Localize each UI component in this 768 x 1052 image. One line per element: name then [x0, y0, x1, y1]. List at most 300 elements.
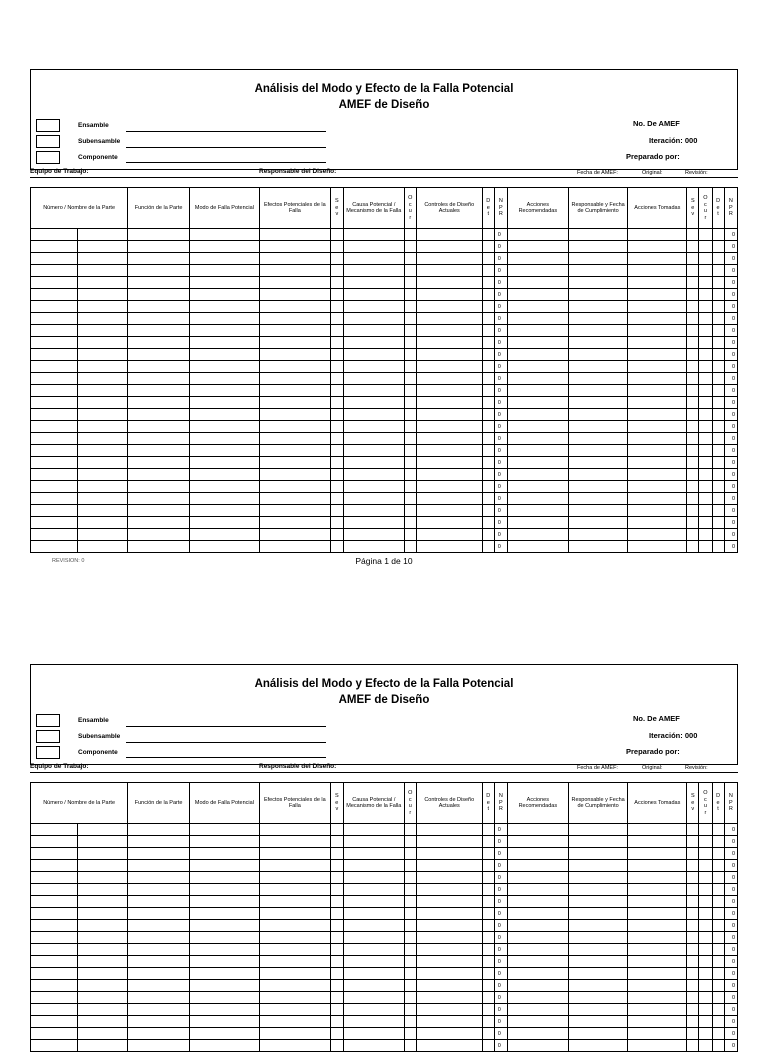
table-cell[interactable]: [77, 824, 128, 836]
table-cell[interactable]: [687, 277, 699, 289]
table-cell[interactable]: [128, 325, 190, 337]
table-cell[interactable]: [31, 265, 78, 277]
npr-result-cell[interactable]: 0: [724, 433, 737, 445]
table-cell[interactable]: [404, 265, 416, 277]
npr-result-cell[interactable]: 0: [724, 1028, 737, 1040]
table-cell[interactable]: [190, 980, 260, 992]
table-cell[interactable]: [568, 920, 628, 932]
table-cell[interactable]: [416, 301, 482, 313]
table-cell[interactable]: [259, 337, 330, 349]
table-cell[interactable]: [77, 836, 128, 848]
table-cell[interactable]: [568, 301, 628, 313]
table-cell[interactable]: [343, 956, 404, 968]
table-cell[interactable]: [330, 385, 343, 397]
table-cell[interactable]: [128, 541, 190, 553]
table-cell[interactable]: [416, 992, 482, 1004]
table-cell[interactable]: [507, 884, 568, 896]
table-cell[interactable]: [77, 229, 128, 241]
table-cell[interactable]: [404, 253, 416, 265]
table-cell[interactable]: [687, 421, 699, 433]
table-cell[interactable]: [628, 241, 687, 253]
table-cell[interactable]: [628, 445, 687, 457]
table-cell[interactable]: [482, 277, 494, 289]
table-cell[interactable]: [416, 397, 482, 409]
table-cell[interactable]: [404, 325, 416, 337]
npr-cell[interactable]: 0: [494, 980, 507, 992]
npr-result-cell[interactable]: 0: [724, 824, 737, 836]
table-cell[interactable]: [343, 920, 404, 932]
table-cell[interactable]: [507, 1028, 568, 1040]
table-cell[interactable]: [687, 1040, 699, 1052]
table-cell[interactable]: [687, 289, 699, 301]
table-cell[interactable]: [77, 493, 128, 505]
table-cell[interactable]: [190, 313, 260, 325]
table-cell[interactable]: [404, 1016, 416, 1028]
table-cell[interactable]: [712, 517, 724, 529]
table-cell[interactable]: [712, 956, 724, 968]
table-cell[interactable]: [482, 433, 494, 445]
table-cell[interactable]: [687, 445, 699, 457]
npr-result-cell[interactable]: 0: [724, 836, 737, 848]
table-cell[interactable]: [77, 433, 128, 445]
npr-cell[interactable]: 0: [494, 505, 507, 517]
table-cell[interactable]: [404, 956, 416, 968]
table-cell[interactable]: [416, 884, 482, 896]
table-cell[interactable]: [190, 529, 260, 541]
table-cell[interactable]: [507, 517, 568, 529]
table-cell[interactable]: [404, 541, 416, 553]
table-cell[interactable]: [628, 872, 687, 884]
table-cell[interactable]: [482, 836, 494, 848]
table-cell[interactable]: [259, 457, 330, 469]
table-cell[interactable]: [330, 505, 343, 517]
table-cell[interactable]: [712, 505, 724, 517]
table-cell[interactable]: [712, 277, 724, 289]
table-cell[interactable]: [699, 409, 712, 421]
npr-result-cell[interactable]: 0: [724, 956, 737, 968]
npr-cell[interactable]: 0: [494, 241, 507, 253]
table-cell[interactable]: [507, 385, 568, 397]
table-cell[interactable]: [404, 481, 416, 493]
table-cell[interactable]: [404, 920, 416, 932]
table-cell[interactable]: [128, 421, 190, 433]
table-cell[interactable]: [699, 445, 712, 457]
table-cell[interactable]: [128, 860, 190, 872]
table-cell[interactable]: [330, 517, 343, 529]
table-cell[interactable]: [712, 241, 724, 253]
table-cell[interactable]: [77, 301, 128, 313]
npr-cell[interactable]: 0: [494, 992, 507, 1004]
table-cell[interactable]: [259, 481, 330, 493]
table-cell[interactable]: [404, 1004, 416, 1016]
table-cell[interactable]: [507, 253, 568, 265]
table-cell[interactable]: [628, 325, 687, 337]
table-cell[interactable]: [628, 884, 687, 896]
table-cell[interactable]: [687, 385, 699, 397]
table-cell[interactable]: [482, 1040, 494, 1052]
table-cell[interactable]: [259, 373, 330, 385]
table-cell[interactable]: [31, 469, 78, 481]
table-cell[interactable]: [507, 541, 568, 553]
table-cell[interactable]: [190, 385, 260, 397]
table-cell[interactable]: [259, 505, 330, 517]
table-cell[interactable]: [404, 992, 416, 1004]
table-cell[interactable]: [416, 896, 482, 908]
table-cell[interactable]: [687, 241, 699, 253]
table-cell[interactable]: [343, 896, 404, 908]
table-cell[interactable]: [712, 469, 724, 481]
table-cell[interactable]: [343, 860, 404, 872]
table-cell[interactable]: [507, 289, 568, 301]
table-cell[interactable]: [31, 253, 78, 265]
table-cell[interactable]: [259, 421, 330, 433]
table-cell[interactable]: [568, 992, 628, 1004]
npr-result-cell[interactable]: 0: [724, 421, 737, 433]
table-cell[interactable]: [31, 301, 78, 313]
table-cell[interactable]: [687, 1016, 699, 1028]
table-cell[interactable]: [343, 872, 404, 884]
table-cell[interactable]: [330, 824, 343, 836]
table-cell[interactable]: [568, 241, 628, 253]
table-cell[interactable]: [330, 469, 343, 481]
table-cell[interactable]: [507, 433, 568, 445]
table-cell[interactable]: [190, 920, 260, 932]
table-cell[interactable]: [190, 956, 260, 968]
table-cell[interactable]: [687, 229, 699, 241]
npr-cell[interactable]: 0: [494, 373, 507, 385]
table-cell[interactable]: [507, 397, 568, 409]
table-cell[interactable]: [699, 968, 712, 980]
table-cell[interactable]: [77, 517, 128, 529]
table-cell[interactable]: [31, 980, 78, 992]
table-cell[interactable]: [628, 1040, 687, 1052]
table-cell[interactable]: [416, 253, 482, 265]
table-cell[interactable]: [404, 896, 416, 908]
table-cell[interactable]: [77, 325, 128, 337]
table-cell[interactable]: [416, 409, 482, 421]
table-cell[interactable]: [416, 313, 482, 325]
table-cell[interactable]: [482, 349, 494, 361]
table-cell[interactable]: [712, 289, 724, 301]
table-cell[interactable]: [687, 529, 699, 541]
table-cell[interactable]: [687, 956, 699, 968]
table-cell[interactable]: [31, 361, 78, 373]
table-cell[interactable]: [259, 325, 330, 337]
npr-result-cell[interactable]: 0: [724, 505, 737, 517]
table-cell[interactable]: [128, 956, 190, 968]
table-cell[interactable]: [628, 229, 687, 241]
table-cell[interactable]: [404, 229, 416, 241]
table-cell[interactable]: [259, 884, 330, 896]
table-cell[interactable]: [416, 1016, 482, 1028]
table-cell[interactable]: [31, 313, 78, 325]
table-cell[interactable]: [343, 884, 404, 896]
table-cell[interactable]: [31, 397, 78, 409]
table-cell[interactable]: [190, 1004, 260, 1016]
table-cell[interactable]: [699, 433, 712, 445]
table-cell[interactable]: [628, 980, 687, 992]
table-cell[interactable]: [416, 824, 482, 836]
table-cell[interactable]: [343, 253, 404, 265]
table-cell[interactable]: [343, 848, 404, 860]
table-cell[interactable]: [77, 397, 128, 409]
table-cell[interactable]: [687, 457, 699, 469]
table-cell[interactable]: [628, 289, 687, 301]
table-cell[interactable]: [416, 421, 482, 433]
table-cell[interactable]: [628, 301, 687, 313]
table-cell[interactable]: [507, 872, 568, 884]
table-cell[interactable]: [628, 824, 687, 836]
table-cell[interactable]: [31, 457, 78, 469]
npr-result-cell[interactable]: 0: [724, 361, 737, 373]
table-cell[interactable]: [31, 337, 78, 349]
npr-cell[interactable]: 0: [494, 824, 507, 836]
npr-cell[interactable]: 0: [494, 253, 507, 265]
table-cell[interactable]: [77, 932, 128, 944]
table-cell[interactable]: [343, 824, 404, 836]
table-cell[interactable]: [31, 277, 78, 289]
table-cell[interactable]: [482, 253, 494, 265]
table-cell[interactable]: [330, 301, 343, 313]
table-cell[interactable]: [699, 920, 712, 932]
table-cell[interactable]: [507, 229, 568, 241]
table-cell[interactable]: [259, 956, 330, 968]
table-cell[interactable]: [712, 229, 724, 241]
table-cell[interactable]: [687, 253, 699, 265]
table-cell[interactable]: [568, 956, 628, 968]
table-cell[interactable]: [628, 373, 687, 385]
table-cell[interactable]: [507, 968, 568, 980]
table-cell[interactable]: [190, 253, 260, 265]
npr-cell[interactable]: 0: [494, 337, 507, 349]
table-cell[interactable]: [416, 325, 482, 337]
table-cell[interactable]: [687, 541, 699, 553]
table-cell[interactable]: [77, 469, 128, 481]
table-cell[interactable]: [507, 409, 568, 421]
table-cell[interactable]: [128, 349, 190, 361]
npr-result-cell[interactable]: 0: [724, 1040, 737, 1052]
npr-result-cell[interactable]: 0: [724, 493, 737, 505]
table-cell[interactable]: [404, 433, 416, 445]
table-cell[interactable]: [77, 445, 128, 457]
table-cell[interactable]: [687, 481, 699, 493]
table-cell[interactable]: [568, 529, 628, 541]
table-cell[interactable]: [190, 848, 260, 860]
table-cell[interactable]: [568, 1028, 628, 1040]
table-cell[interactable]: [507, 493, 568, 505]
table-cell[interactable]: [128, 445, 190, 457]
table-cell[interactable]: [31, 241, 78, 253]
table-cell[interactable]: [404, 385, 416, 397]
table-cell[interactable]: [343, 385, 404, 397]
npr-result-cell[interactable]: 0: [724, 253, 737, 265]
table-cell[interactable]: [482, 361, 494, 373]
table-cell[interactable]: [628, 1004, 687, 1016]
table-cell[interactable]: [259, 349, 330, 361]
table-cell[interactable]: [190, 872, 260, 884]
table-cell[interactable]: [416, 908, 482, 920]
npr-result-cell[interactable]: 0: [724, 968, 737, 980]
npr-result-cell[interactable]: 0: [724, 884, 737, 896]
npr-result-cell[interactable]: 0: [724, 229, 737, 241]
table-cell[interactable]: [330, 1016, 343, 1028]
table-cell[interactable]: [416, 968, 482, 980]
table-cell[interactable]: [712, 337, 724, 349]
table-cell[interactable]: [416, 872, 482, 884]
table-cell[interactable]: [259, 824, 330, 836]
table-cell[interactable]: [259, 992, 330, 1004]
table-cell[interactable]: [259, 980, 330, 992]
table-cell[interactable]: [699, 1016, 712, 1028]
table-cell[interactable]: [482, 337, 494, 349]
table-cell[interactable]: [31, 860, 78, 872]
table-cell[interactable]: [190, 421, 260, 433]
table-cell[interactable]: [482, 944, 494, 956]
table-cell[interactable]: [628, 409, 687, 421]
table-cell[interactable]: [507, 361, 568, 373]
table-cell[interactable]: [77, 541, 128, 553]
npr-cell[interactable]: 0: [494, 481, 507, 493]
table-cell[interactable]: [482, 920, 494, 932]
table-cell[interactable]: [259, 361, 330, 373]
table-cell[interactable]: [404, 457, 416, 469]
table-cell[interactable]: [507, 1040, 568, 1052]
table-cell[interactable]: [507, 1016, 568, 1028]
table-cell[interactable]: [568, 896, 628, 908]
table-cell[interactable]: [190, 277, 260, 289]
table-cell[interactable]: [699, 493, 712, 505]
table-cell[interactable]: [712, 932, 724, 944]
table-cell[interactable]: [507, 349, 568, 361]
table-cell[interactable]: [416, 493, 482, 505]
table-cell[interactable]: [259, 1040, 330, 1052]
table-cell[interactable]: [628, 505, 687, 517]
table-cell[interactable]: [568, 1016, 628, 1028]
table-cell[interactable]: [343, 313, 404, 325]
table-cell[interactable]: [699, 241, 712, 253]
table-cell[interactable]: [687, 301, 699, 313]
npr-cell[interactable]: 0: [494, 529, 507, 541]
table-cell[interactable]: [628, 541, 687, 553]
table-cell[interactable]: [77, 968, 128, 980]
table-cell[interactable]: [416, 385, 482, 397]
table-cell[interactable]: [77, 848, 128, 860]
npr-result-cell[interactable]: 0: [724, 409, 737, 421]
table-cell[interactable]: [507, 992, 568, 1004]
table-cell[interactable]: [712, 373, 724, 385]
npr-cell[interactable]: 0: [494, 289, 507, 301]
subensamble-checkbox[interactable]: [36, 730, 60, 743]
table-cell[interactable]: [330, 992, 343, 1004]
table-cell[interactable]: [259, 860, 330, 872]
table-cell[interactable]: [699, 385, 712, 397]
table-cell[interactable]: [31, 409, 78, 421]
table-cell[interactable]: [404, 884, 416, 896]
table-cell[interactable]: [404, 1040, 416, 1052]
table-cell[interactable]: [343, 337, 404, 349]
table-cell[interactable]: [128, 1016, 190, 1028]
table-cell[interactable]: [330, 457, 343, 469]
table-cell[interactable]: [699, 421, 712, 433]
table-cell[interactable]: [77, 872, 128, 884]
table-cell[interactable]: [330, 289, 343, 301]
npr-result-cell[interactable]: 0: [724, 469, 737, 481]
table-cell[interactable]: [330, 1028, 343, 1040]
table-cell[interactable]: [190, 1016, 260, 1028]
npr-cell[interactable]: 0: [494, 277, 507, 289]
table-cell[interactable]: [330, 433, 343, 445]
table-cell[interactable]: [568, 836, 628, 848]
table-cell[interactable]: [190, 481, 260, 493]
table-cell[interactable]: [77, 481, 128, 493]
table-cell[interactable]: [507, 337, 568, 349]
table-cell[interactable]: [330, 373, 343, 385]
table-cell[interactable]: [343, 409, 404, 421]
table-cell[interactable]: [628, 313, 687, 325]
npr-cell[interactable]: 0: [494, 920, 507, 932]
table-cell[interactable]: [416, 529, 482, 541]
table-cell[interactable]: [628, 836, 687, 848]
table-cell[interactable]: [77, 409, 128, 421]
table-cell[interactable]: [343, 541, 404, 553]
table-cell[interactable]: [628, 361, 687, 373]
table-cell[interactable]: [31, 908, 78, 920]
table-cell[interactable]: [77, 373, 128, 385]
table-cell[interactable]: [404, 289, 416, 301]
table-cell[interactable]: [31, 325, 78, 337]
table-cell[interactable]: [330, 872, 343, 884]
table-cell[interactable]: [128, 433, 190, 445]
table-cell[interactable]: [31, 992, 78, 1004]
table-cell[interactable]: [31, 481, 78, 493]
npr-cell[interactable]: 0: [494, 361, 507, 373]
table-cell[interactable]: [128, 229, 190, 241]
table-cell[interactable]: [31, 872, 78, 884]
table-cell[interactable]: [628, 992, 687, 1004]
table-cell[interactable]: [699, 884, 712, 896]
table-cell[interactable]: [259, 469, 330, 481]
table-cell[interactable]: [404, 337, 416, 349]
table-cell[interactable]: [699, 289, 712, 301]
table-cell[interactable]: [330, 860, 343, 872]
table-cell[interactable]: [507, 848, 568, 860]
table-cell[interactable]: [712, 884, 724, 896]
table-cell[interactable]: [482, 824, 494, 836]
table-cell[interactable]: [404, 836, 416, 848]
table-cell[interactable]: [128, 1040, 190, 1052]
table-cell[interactable]: [699, 1028, 712, 1040]
table-cell[interactable]: [259, 517, 330, 529]
table-cell[interactable]: [31, 493, 78, 505]
table-cell[interactable]: [507, 457, 568, 469]
npr-result-cell[interactable]: 0: [724, 289, 737, 301]
npr-result-cell[interactable]: 0: [724, 541, 737, 553]
table-cell[interactable]: [568, 932, 628, 944]
table-cell[interactable]: [687, 1004, 699, 1016]
table-cell[interactable]: [259, 1028, 330, 1040]
npr-result-cell[interactable]: 0: [724, 349, 737, 361]
table-cell[interactable]: [31, 932, 78, 944]
table-cell[interactable]: [404, 421, 416, 433]
table-cell[interactable]: [404, 980, 416, 992]
npr-result-cell[interactable]: 0: [724, 872, 737, 884]
table-cell[interactable]: [628, 337, 687, 349]
table-cell[interactable]: [568, 397, 628, 409]
table-cell[interactable]: [482, 932, 494, 944]
npr-cell[interactable]: 0: [494, 968, 507, 980]
table-cell[interactable]: [699, 944, 712, 956]
table-cell[interactable]: [343, 529, 404, 541]
